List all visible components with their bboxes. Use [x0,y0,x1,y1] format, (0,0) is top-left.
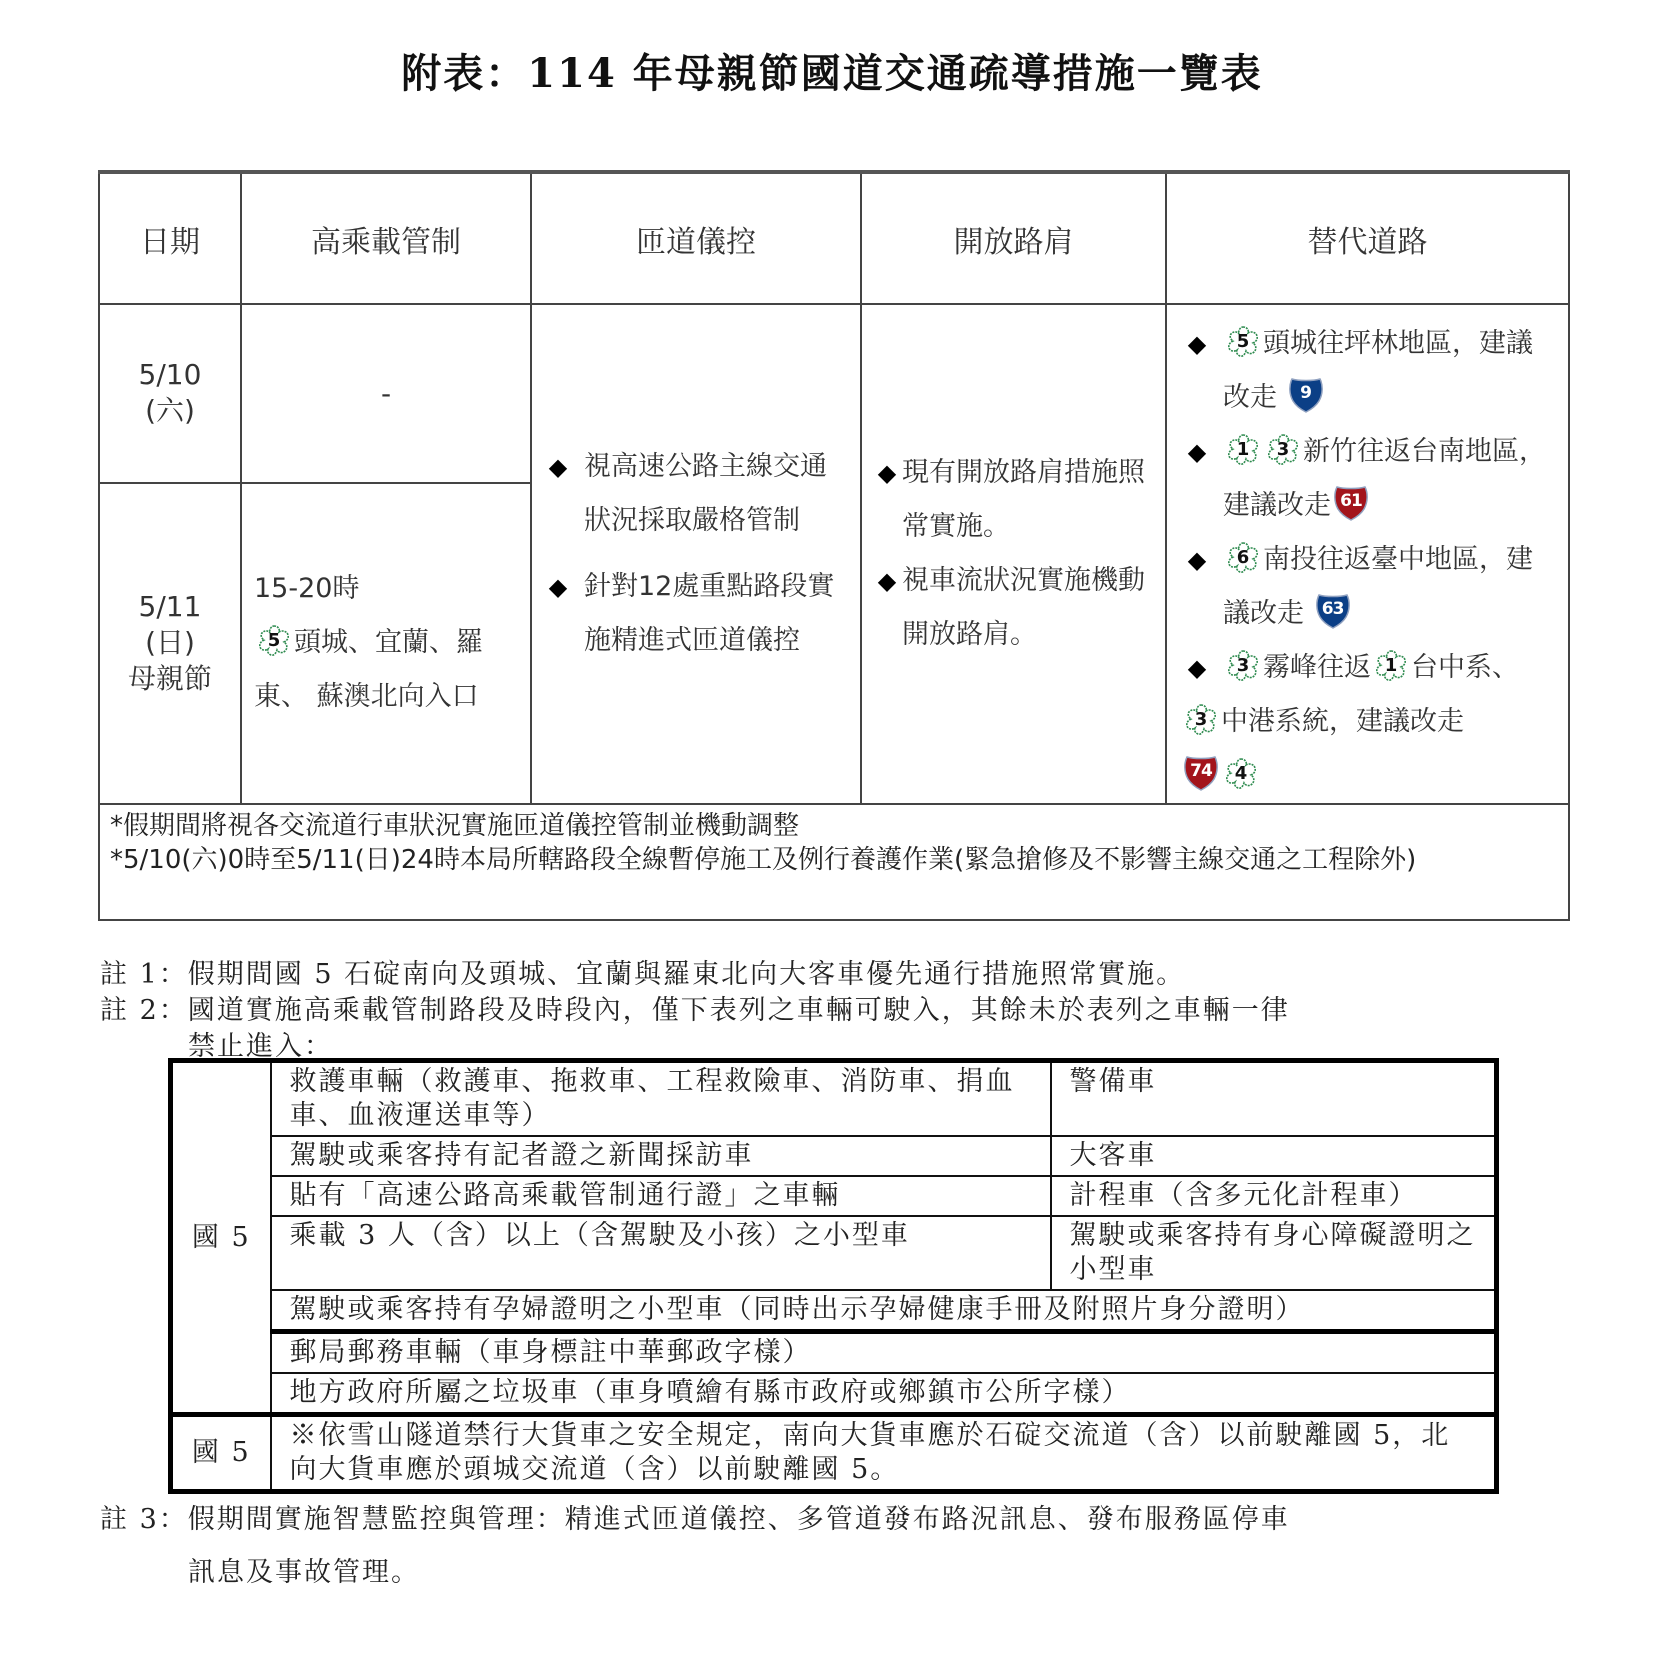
table-row [171,1061,1497,1137]
hov-cell-0511 [241,483,531,804]
header-hov-control: 高乘載管制 [241,172,531,304]
ramp-item: ◆ 視高速公路主線交通狀況採取嚴格管制 [532,440,860,548]
diamond-bullet-icon: ◆ [548,573,568,601]
hov-locations: 5 頭城、宜蘭、羅東、 蘇澳北向入口 [254,616,530,724]
header-date: 日期 [99,172,241,304]
note-2: 註 2：國道實施高乘載管制路段及時段內，僅下表列之車輛可駛入，其餘未於表列之車輛一律 [100,995,1290,1026]
hov-cell-0510: - [241,304,531,483]
alt-route-item: ◆ 3 霧峰往返 1 台中系、 3 中港系統，建議改走 74 4 [1181,641,1558,803]
ramp-metering-cell [531,304,861,804]
freeway-shield-icon: 3 [1225,648,1261,684]
freeway-shield-icon: 6 [1225,540,1261,576]
table-row [171,1290,1497,1332]
alt-route-item: ◆ 6 南投往返臺中地區，建議改走 63 [1181,533,1558,641]
traffic-measures-table [98,170,1570,921]
provincial-highway-shield-icon: 74 [1183,754,1219,792]
holiday-label: 母親節 [127,662,212,696]
vehicle-cell: 警備車 [1051,1061,1497,1137]
freeway-shield-icon: 3 [1183,702,1219,738]
freeway-shield-icon: 4 [1223,756,1259,792]
diamond-bullet-icon: ◆ [1187,546,1207,574]
vehicle-cell: 計程車（含多元化計程車） [1051,1176,1497,1216]
table-row [171,1332,1497,1374]
table-row [171,1216,1497,1290]
vehicle-cell: 貼有「高速公路高乘載管制通行證」之車輛 [271,1176,1051,1216]
note-1: 註 1：假期間國 5 石碇南向及頭城、宜蘭與羅東北向大客車優先通行措施照常實施。 [100,959,1186,990]
vehicle-cell: 郵局郵務車輛（車身標註中華郵政字樣） [271,1332,1497,1374]
region-label: 國 5 [171,1415,271,1492]
header-ramp-metering: 匝道儀控 [531,172,861,304]
note-2-continued: 禁止進入： [188,1031,333,1062]
truck-rule-cell: ※依雪山隧道禁行大貨車之安全規定，南向大貨車應於石碇交流道（含）以前駛離國 5，北向大貨車應於頭城交流道（含）以前駛離國 5。 [271,1415,1497,1492]
footnote: *假期間將視各交流道行車狀況實施匝道儀控管制並機動調整 [110,811,800,841]
freeway-shield-icon: 1 [1225,432,1261,468]
vehicle-cell: 駕駛或乘客持有記者證之新聞採訪車 [271,1136,1051,1176]
vehicle-cell: 駕駛或乘客持有孕婦證明之小型車（同時出示孕婦健康手冊及附照片身分證明） [271,1290,1497,1332]
header-alternative-routes: 替代道路 [1166,172,1569,304]
weekday-value: (六) [145,394,195,428]
provincial-highway-shield-icon: 9 [1288,376,1324,414]
table-row [171,1373,1497,1415]
vehicle-cell: 大客車 [1051,1136,1497,1176]
shoulder-item: ◆ 現有開放路肩措施照常實施。 [872,446,1153,554]
page-title: 附表：114 年母親節國道交通疏導措施一覽表 [401,50,1263,97]
table-row [99,304,1569,483]
vehicle-cell: 乘載 3 人（含）以上（含駕駛及小孩）之小型車 [271,1216,1051,1290]
diamond-bullet-icon: ◆ [877,567,897,595]
diamond-bullet-icon: ◆ [1187,654,1207,682]
header-shoulder-open: 開放路肩 [861,172,1166,304]
vehicle-cell: 地方政府所屬之垃圾車（車身噴繪有縣市政府或鄉鎮市公所字樣） [271,1373,1497,1415]
region-label: 國 5 [171,1061,271,1415]
vehicle-cell: 救護車輛（救護車、拖救車、工程救險車、消防車、捐血車、血液運送車等） [271,1061,1051,1137]
note-3-continued: 訊息及事故管理。 [188,1557,420,1588]
allowed-vehicles-table [168,1058,1499,1494]
alt-route-item: ◆ 5 頭城往坪林地區，建議改走 9 [1181,317,1558,425]
date-value: 5/10 [138,358,202,392]
date-value: 5/11 [138,590,202,624]
table-row [171,1136,1497,1176]
freeway-shield-icon: 5 [256,623,292,659]
diamond-bullet-icon: ◆ [1187,438,1207,466]
table-footnotes [99,804,1569,920]
diamond-bullet-icon: ◆ [548,453,568,481]
freeway-shield-icon: 3 [1265,432,1301,468]
footnote: *5/10(六)0時至5/11(日)24時本局所轄路段全線暫停施工及例行養護作業(緊急搶修及不影響主線交通之工程除外) [110,845,1417,875]
freeway-shield-icon: 5 [1225,324,1261,360]
diamond-bullet-icon: ◆ [1187,330,1207,358]
table-header-row [99,172,1569,304]
table-row [171,1415,1497,1492]
note-3: 註 3：假期間實施智慧監控與管理：精進式匝道儀控、多管道發布路況訊息、發布服務區停車 [100,1504,1290,1535]
vehicle-cell: 駕駛或乘客持有身心障礙證明之小型車 [1051,1216,1497,1290]
freeway-shield-icon: 1 [1373,648,1409,684]
provincial-highway-shield-icon: 61 [1333,484,1369,522]
weekday-value: (日) [145,626,195,660]
table-row [171,1176,1497,1216]
date-cell-0510 [99,304,241,483]
hov-time: 15-20時 [254,573,360,605]
diamond-bullet-icon: ◆ [877,459,897,487]
table-footnote-row [99,804,1569,920]
alt-route-item: ◆ 1 3 新竹往返台南地區，建議改走 61 [1181,425,1558,533]
provincial-highway-shield-icon: 63 [1315,592,1351,630]
shoulder-cell [861,304,1166,804]
ramp-item: ◆ 針對12處重點路段實施精進式匝道儀控 [532,560,860,668]
shoulder-item: ◆ 視車流狀況實施機動開放路肩。 [872,554,1153,662]
alternative-routes-cell [1166,304,1569,804]
date-cell-0511 [99,483,241,804]
